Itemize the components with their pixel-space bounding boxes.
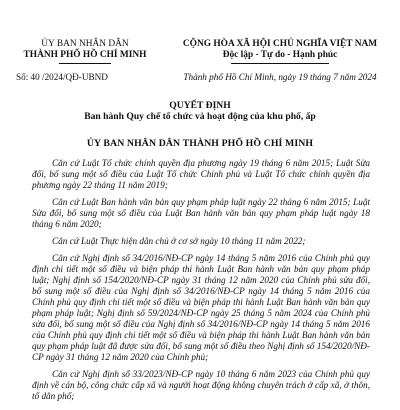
legal-basis-paragraph: Căn cứ Luật Tổ chức chính quyền địa phương ngày 19 tháng 6 năm 2015; Luật Sửa đổi, bổ sung một số điều của Luật Tổ chức Chính phủ và Luật Tổ chức chính quyền địa phương ngày 22 tháng 11 năm 2019; <box>32 158 370 190</box>
legal-basis-paragraph: Căn cứ Luật Thực hiện dân chủ ở cơ sở ngày 10 tháng 11 năm 2022; <box>52 236 306 246</box>
national-title: CỘNG HÒA XÃ HỘI CHỦ NGHĨA VIỆT NAM <box>182 39 378 49</box>
legal-basis-paragraph: Căn cứ Nghị định số 34/2016/NĐ-CP ngày 14 tháng 5 năm 2016 của Chính phủ quy định chi tiết một số điều và biện pháp thi hành Luật Ban hành văn bản quy phạm pháp luật; Nghị định số 154/2020/NĐ-CP ngày 31 tháng 12 năm 2020 của Chính phủ sửa đổi, bổ sung một số điều của Nghị định số 34/2016/NĐ-CP ngày 14 tháng 5 năm 2016 của Chính phủ quy định chi tiết một số điều và biện pháp thi hành Luật Ban hành văn bản quy phạm pháp luật; Nghị định số 59/2024/NĐ-CP ngày 25 tháng 5 năm 2024 của Chính phủ sửa đổi, bổ sung một số điều của Nghị định số 34/2016/NĐ-CP ngày 14 tháng 5 năm 2016 của Chính phủ quy định chi tiết một số điều và biện pháp thi hành Luật Ban hành văn bản quy phạm pháp luật đã được sửa đổi, bổ sung một số điều theo Nghị định số 154/2020/NĐ-CP ngày 31 tháng 12 năm 2020 của Chính phủ; <box>32 253 370 362</box>
document-title: QUYẾT ĐỊNH <box>169 100 231 111</box>
place-date: Thành phố Hồ Chí Minh, ngày 19 tháng 7 năm 2024 <box>183 72 377 82</box>
number-date-row <box>10 72 390 83</box>
national-motto-block <box>170 39 390 64</box>
legal-basis-paragraph: Căn cứ Luật Ban hành văn bản quy phạm pháp luật ngày 22 tháng 6 năm 2015; Luật Sửa đổi, bổ sung một số điều của Luật Ban hành văn bản quy phạm pháp luật ngày 18 tháng 6 năm 2020; <box>32 197 370 229</box>
document-number: Số: 40 /2024/QĐ-UBND <box>16 72 108 82</box>
national-motto: Độc lập - Tự do - Hạnh phúc <box>222 50 338 60</box>
issuing-authority-block <box>10 39 160 64</box>
issuing-authority-line2: THÀNH PHỐ HỒ CHÍ MINH <box>23 50 147 60</box>
issuing-body-heading: ỦY BAN NHÂN DÂN THÀNH PHỐ HỒ CHÍ MINH <box>86 138 314 149</box>
document-header <box>10 0 390 64</box>
legal-basis-paragraph: Căn cứ Nghị định số 33/2023/NĐ-CP ngày 10 tháng 6 năm 2023 của Chính phủ quy định về cán bộ, công chức cấp xã và người hoạt động không chuyên trách ở cấp xã, ở thôn, tổ dân phố; <box>32 369 370 401</box>
motto-underline <box>231 63 329 64</box>
issuing-authority-line1: ỦY BAN NHÂN DÂN <box>41 39 129 49</box>
document-subtitle: Ban hành Quy chế tổ chức và hoạt động của khu phố, ấp <box>84 111 316 122</box>
document-body <box>10 158 390 402</box>
authority-underline <box>59 63 111 64</box>
